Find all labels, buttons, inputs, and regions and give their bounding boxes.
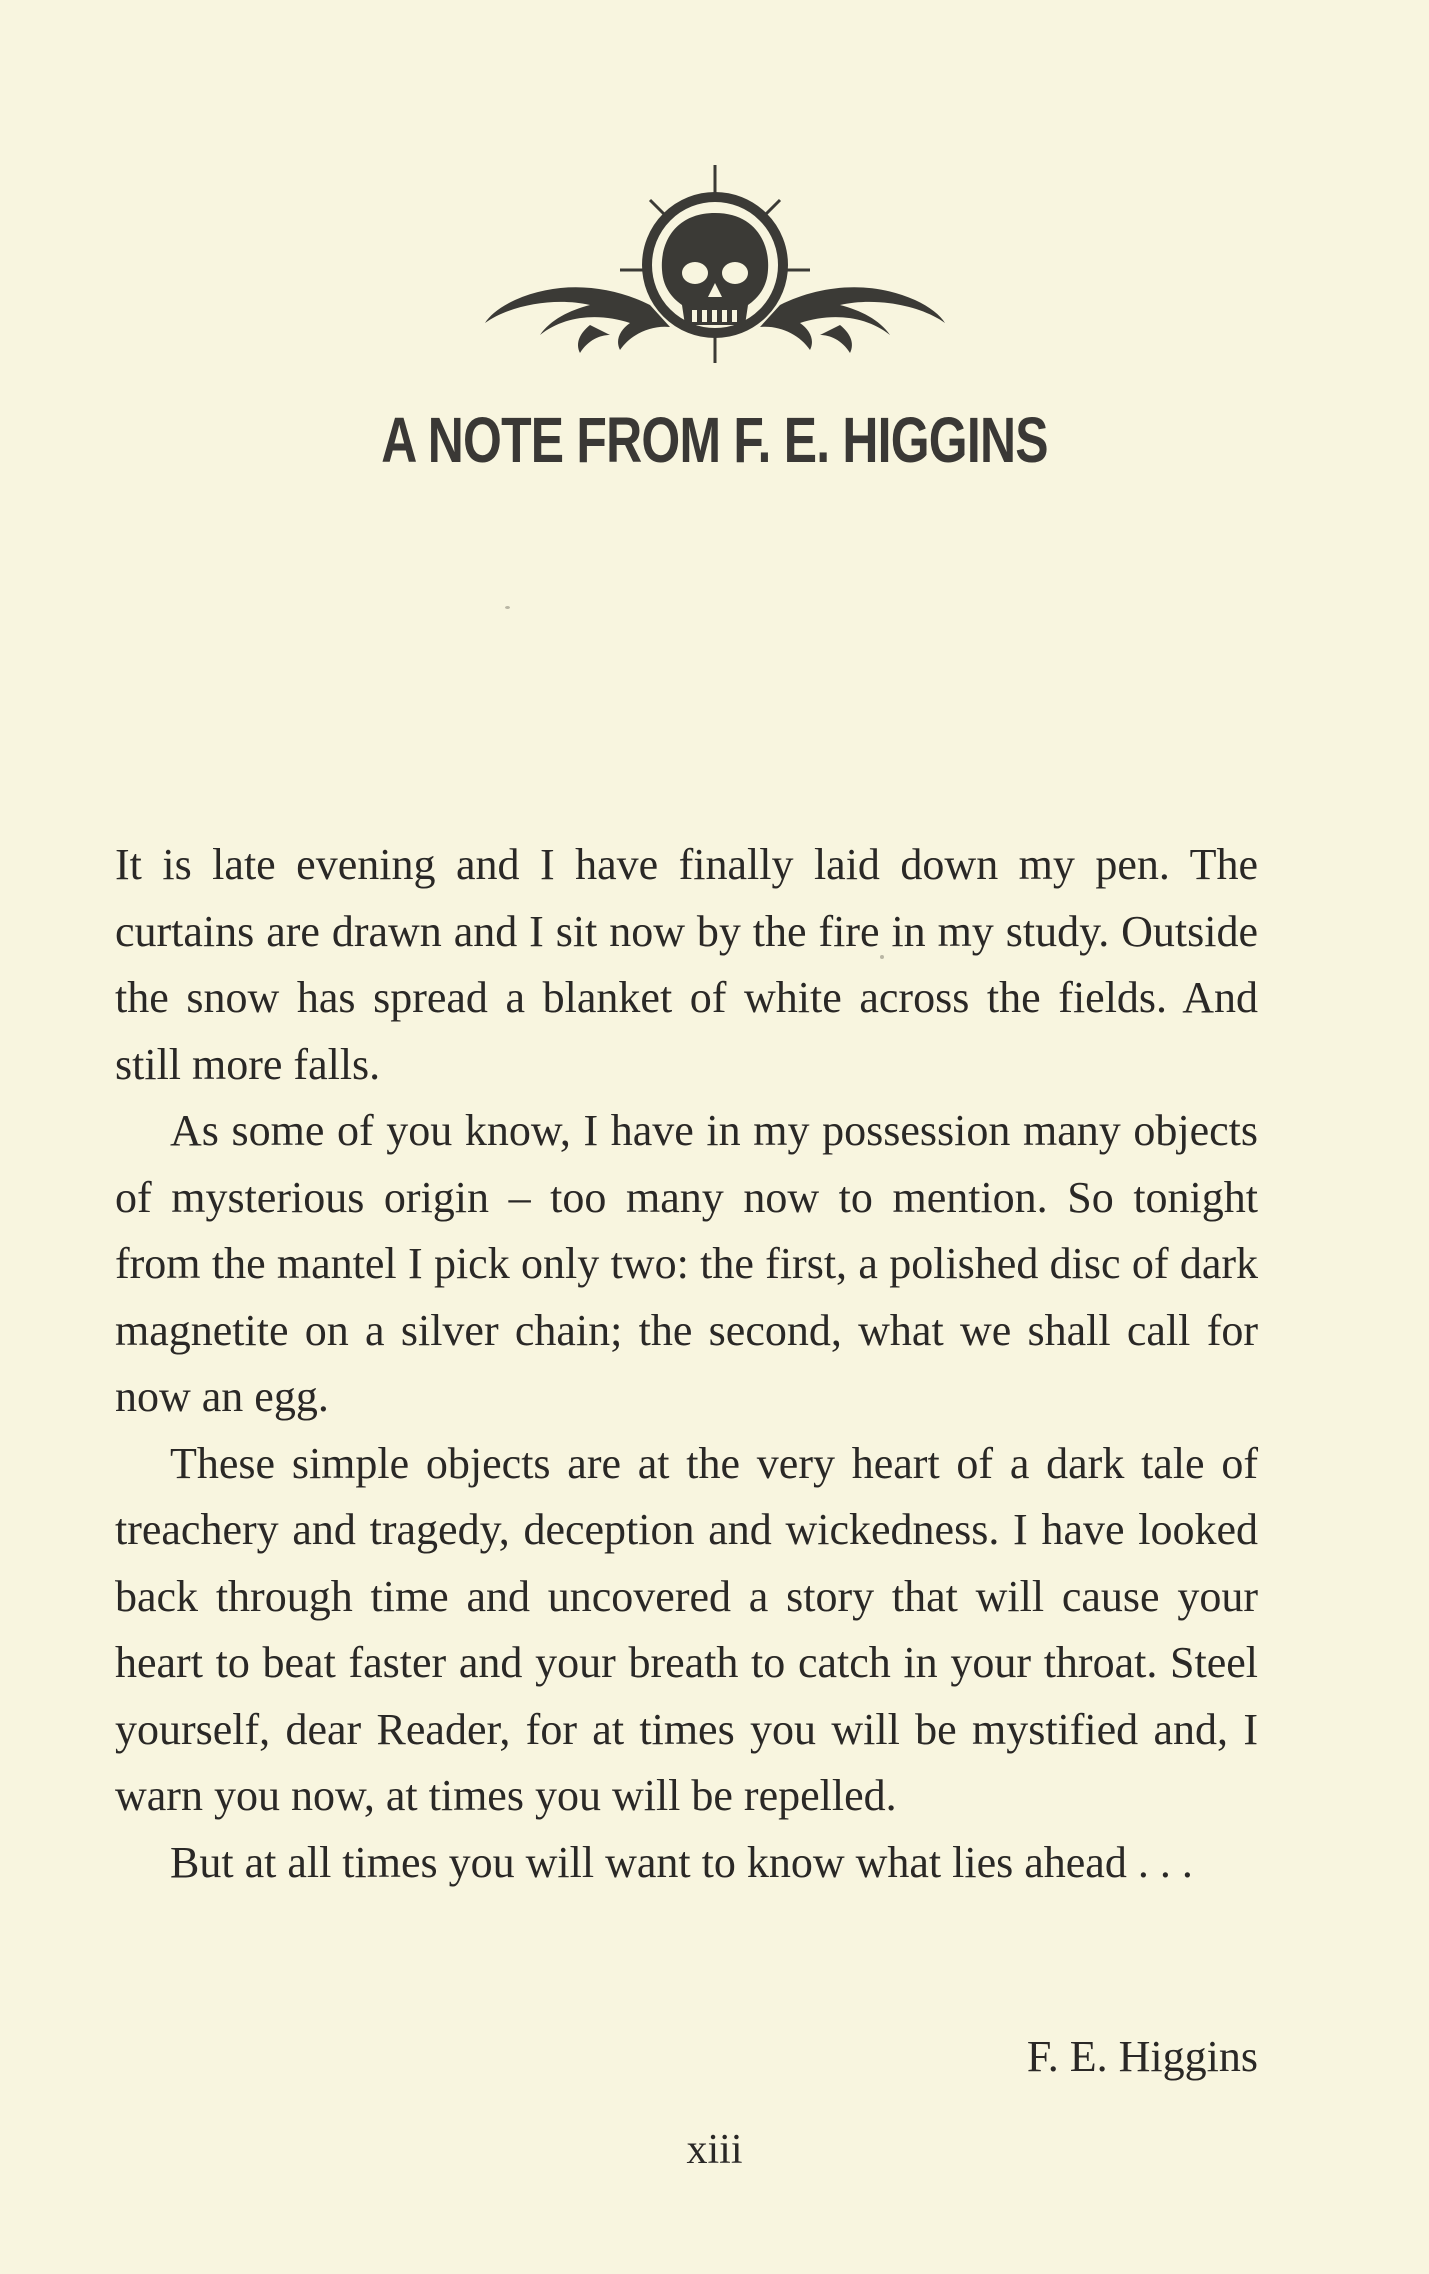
page-title: A NOTE FROM F. E. HIGGINS <box>381 404 1048 476</box>
paragraph-2: As some of you know, I have in my possession many objects of mysterious origin – too many now to mention. So tonight from the mantel I pick only two: the first, a polished disc of dark magnetite on a silver chain; the second, what we shall call for now an egg. <box>115 1106 1258 1421</box>
author-signature: F. E. Higgins <box>1026 2032 1258 2081</box>
paper-speck <box>880 955 884 959</box>
paragraph-3: These simple objects are at the very heart of a dark tale of treachery and tragedy, deception and wickedness. I have looked back through time and uncovered a story that will cause your heart to beat faster and your breath to catch in your throat. Steel yourself, dear Reader, for at times you will be mystified and, I warn you now, at times you will be repelled. <box>115 1438 1258 1820</box>
page-number: xiii <box>686 2127 743 2173</box>
skull-ornament-icon <box>470 165 960 365</box>
paper-speck <box>505 606 510 609</box>
paragraph-1: It is late evening and I have finally laid down my pen. The curtains are drawn and I sit now by the fire in my study. Outside the snow has spread a blanket of white across the fields. And still more falls. <box>115 840 1258 1089</box>
note-body <box>115 832 1258 1896</box>
paragraph-4: But at all times you will want to know what lies ahead . . . <box>170 1837 1193 1887</box>
